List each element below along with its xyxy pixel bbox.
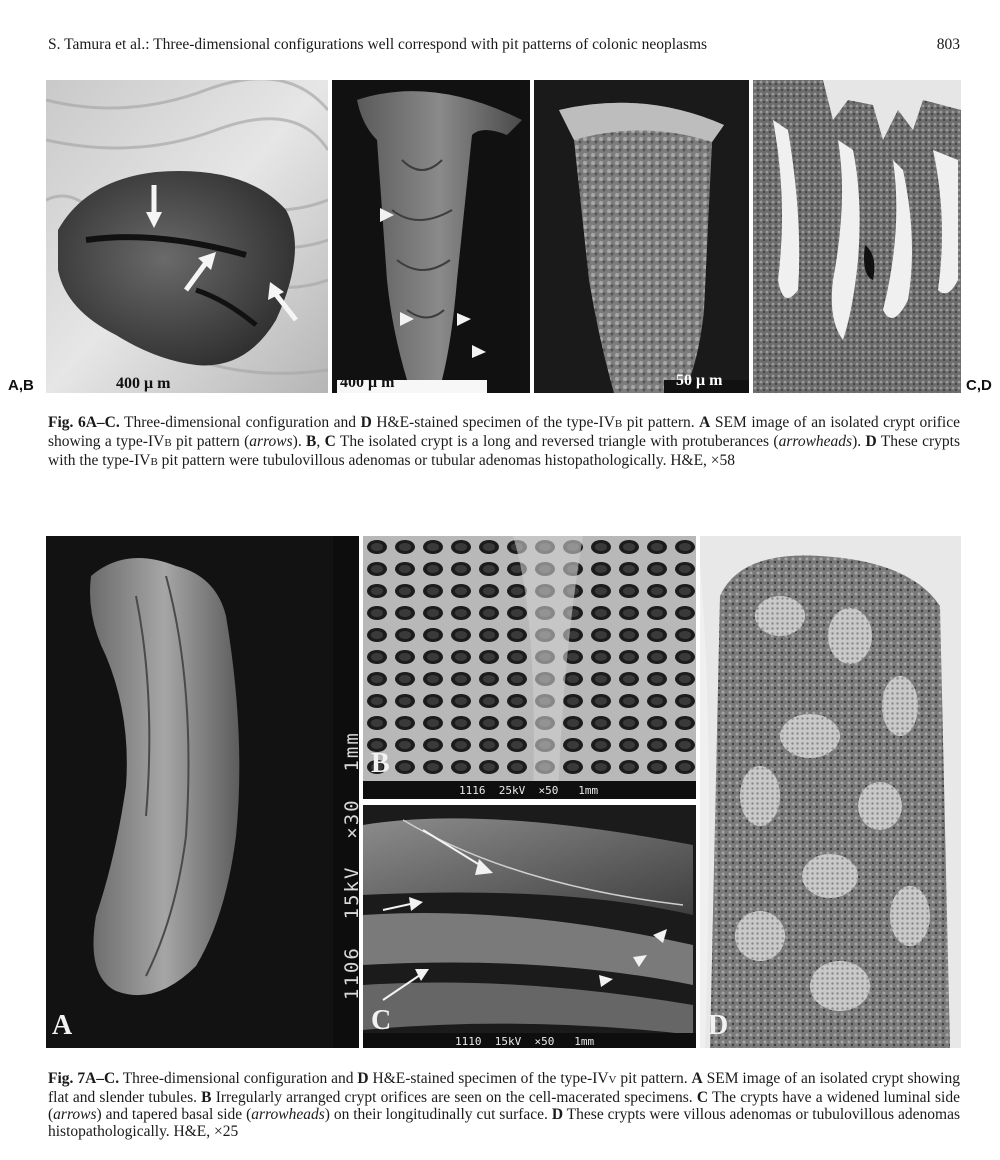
fig7-panel-b-letter: B	[371, 748, 390, 779]
fig7-caption	[48, 1070, 960, 1140]
fig6-caption-text: ).	[852, 433, 866, 450]
fig7-caption-text: These crypts were villous adenomas or tubulovillous adenomas histopathologically. H&E, ×25	[48, 1106, 960, 1140]
fig6-caption-italic: arrowheads	[778, 433, 853, 450]
fig6-caption-ref: B	[306, 433, 317, 450]
fig6-panel-a-sem-image	[46, 80, 328, 393]
fig6-caption-text: Three-dimensional configuration and	[119, 414, 361, 431]
fig7-caption-ref: D	[551, 1106, 564, 1123]
fig7-panel-b-sem-image	[363, 536, 696, 799]
fig6-caption-text: ).	[292, 433, 307, 450]
fig7-caption-text: Three-dimensional configuration and	[119, 1070, 358, 1087]
fig6-caption-text: pit pattern were tubulovillous adenomas or tubular adenomas histopathologically. H&E, ×58	[157, 452, 736, 469]
fig7-caption-italic: arrows	[53, 1106, 97, 1123]
fig7-caption-italic: arrowheads	[251, 1106, 325, 1123]
fig7-panel-a-letter: A	[52, 1010, 73, 1041]
fig6-caption-italic: arrows	[249, 433, 293, 450]
fig6-caption-text: H&E-stained specimen of the type-IV	[371, 414, 615, 431]
fig6-panel-d-histology-image	[753, 80, 961, 393]
fig7-panel-d-letter: D	[708, 1010, 729, 1041]
fig7-caption-ref: C	[696, 1089, 709, 1106]
fig7-caption-ref: D	[357, 1070, 369, 1087]
fig6-caption-text: pit pattern (	[171, 433, 250, 450]
fig7-caption-text: pit pattern.	[616, 1070, 692, 1087]
fig7-caption-text: SEM image of an isolated crypt showing flat and slender tubules.	[48, 1070, 960, 1106]
fig6-caption-text: pit pattern.	[622, 414, 700, 431]
fig7-panel-b-info-strip: 1116 25kV ×50 1mm	[459, 784, 599, 797]
fig6-caption-subscript: B	[614, 418, 623, 430]
fig7-caption-ref: A	[691, 1070, 703, 1087]
fig6-right-panel-label: C,D	[966, 377, 992, 394]
fig6-panel-c-scale-label: 50 μ m	[676, 372, 723, 389]
fig7-caption-text: ) and tapered basal side (	[96, 1106, 252, 1123]
fig6-caption-subscript: B	[164, 437, 172, 449]
fig6-panel-a-scale-label: 400 μ m	[116, 375, 171, 392]
fig7-caption-text: H&E-stained specimen of the type-IV	[368, 1070, 609, 1087]
fig6-left-panel-label: A,B	[8, 377, 34, 394]
fig7-caption-subscript: V	[608, 1074, 617, 1086]
page-number: 803	[936, 36, 960, 53]
fig6-panel-b-sem-image	[332, 80, 530, 393]
fig7-caption-lead: Fig. 7A–C.	[48, 1070, 120, 1087]
fig6-caption-lead: Fig. 6A–C.	[48, 414, 120, 431]
fig6-caption-subscript: B	[150, 456, 158, 468]
fig6-caption-text: ,	[316, 433, 325, 450]
fig7-caption-text: Irregularly arranged crypt orifices are seen on the cell-macerated specimens.	[211, 1089, 697, 1106]
fig6-panel-c-sem-image	[534, 80, 749, 393]
fig6-caption-text: These crypts with the type-IV	[48, 433, 960, 469]
fig7-caption-text: The crypts have a widened luminal side (	[48, 1089, 960, 1123]
fig7-panel-c-letter: C	[371, 1005, 392, 1036]
fig7-caption-text: ) on their longitudinally cut surface.	[324, 1106, 552, 1123]
fig6-caption-text: SEM image of an isolated crypt orifice showing a type-IV	[48, 414, 960, 450]
fig7-panel-c-info-strip: 1110 15kV ×50 1mm	[455, 1035, 595, 1048]
running-head	[48, 36, 960, 58]
fig7-panel-a-sem-image	[46, 536, 333, 1048]
fig6-caption	[48, 414, 960, 471]
running-title: S. Tamura et al.: Three-dimensional configurations well correspond with pit patterns of colonic neoplasms	[48, 36, 708, 53]
fig6-caption-ref: C	[324, 433, 336, 450]
fig6-caption-ref: D	[865, 433, 877, 450]
fig6-caption-ref: D	[360, 414, 372, 431]
fig7-panel-c-sem-image	[363, 805, 696, 1048]
fig6-panel-b-scale-label: 400 μ m	[340, 374, 395, 391]
fig6-caption-text: The isolated crypt is a long and reversed triangle with protuberances (	[335, 433, 779, 450]
fig6-caption-ref: A	[699, 414, 711, 431]
fig7-panel-a-info-text: 1106 15kV ×30 1mm	[341, 731, 363, 1000]
fig7-caption-ref: B	[201, 1089, 212, 1106]
fig7-panel-d-histology-image	[700, 536, 961, 1048]
